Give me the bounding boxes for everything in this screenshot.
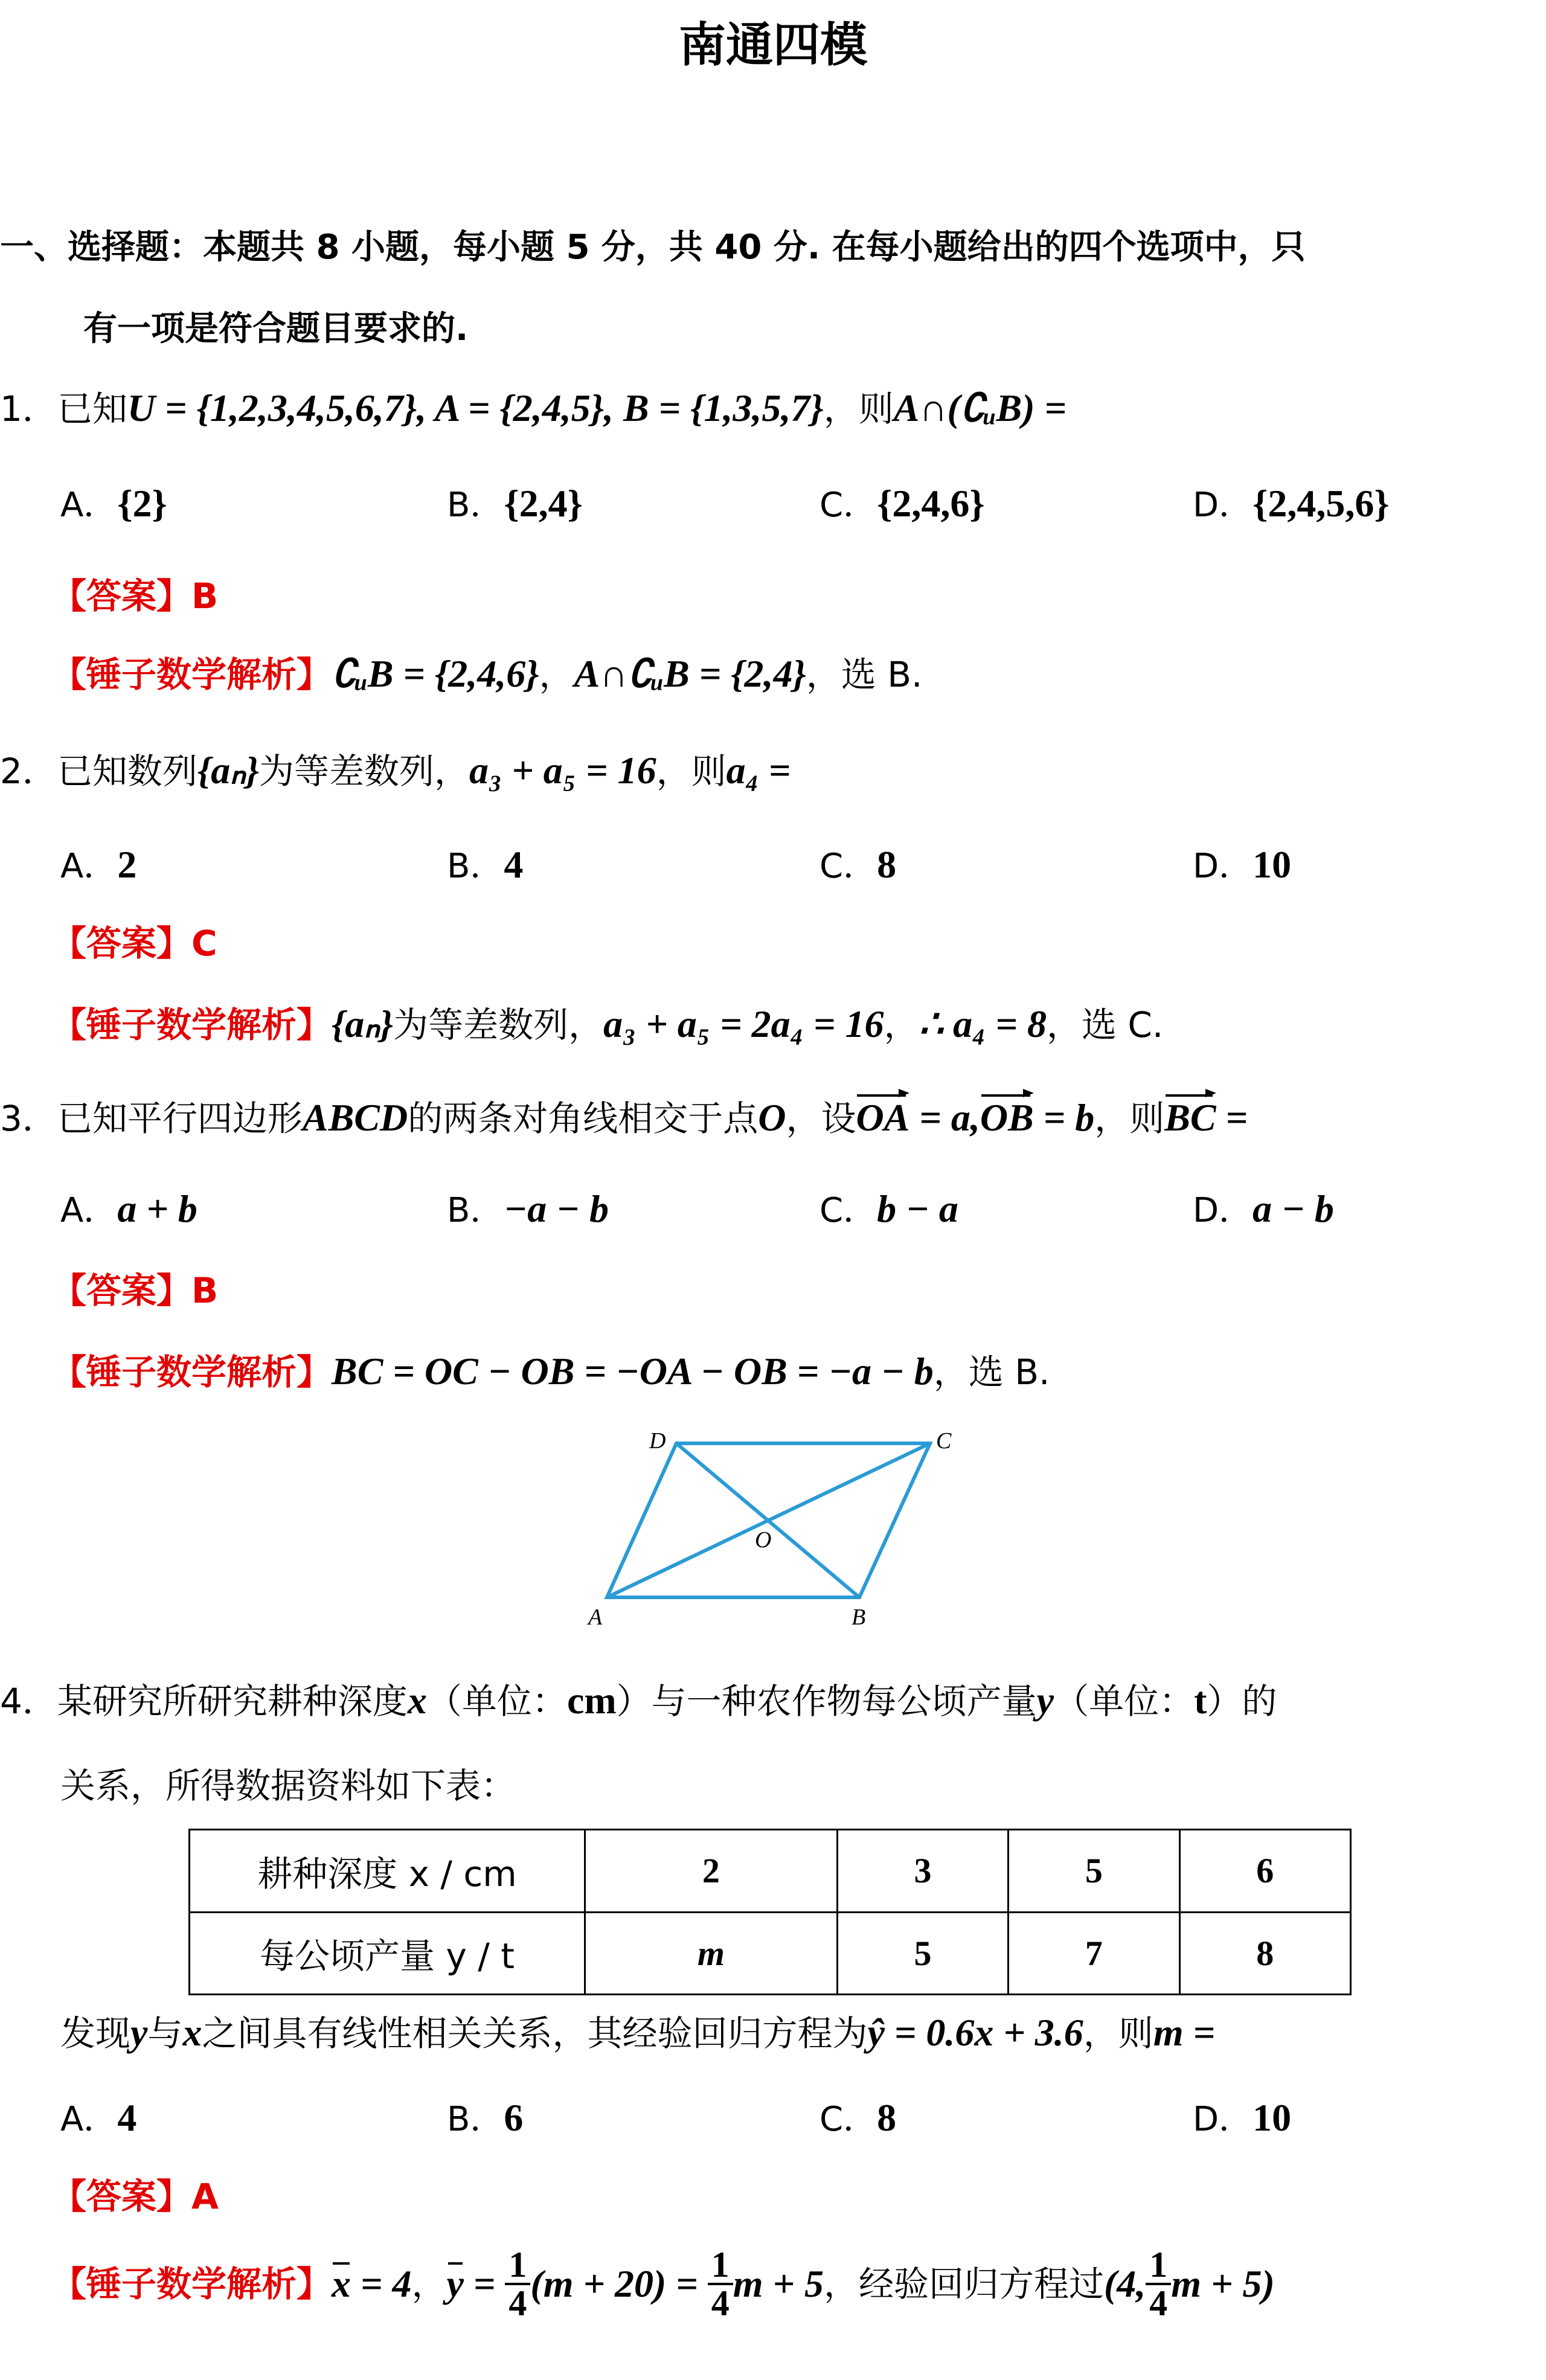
table-row (190, 1830, 1351, 1913)
diagonal-bd (676, 1443, 859, 1597)
table-cell: 5 (837, 1912, 1008, 1995)
question-4-line3: 发现y与x之间具有线性相关关系，其经验回归方程为ŷ = 0.6x + 3.6，则m = (60, 2011, 1216, 2054)
table-header: 每公顷产量 y / t (190, 1912, 585, 1995)
answer-line: 【答案】B (51, 1270, 219, 1311)
option-b[interactable]: B．{2,4} (447, 482, 583, 525)
answer-line: 【答案】B (51, 576, 219, 617)
answer-value: B (191, 1270, 219, 1311)
vertex-label-a: A (588, 1605, 603, 1630)
analysis-line: 【锤子数学解析】∁ᵤB = {2,4,6}，A∩∁ᵤB = {2,4}，选 B. (51, 652, 923, 695)
table-cell: 3 (837, 1830, 1008, 1913)
option-a[interactable]: A．{2} (60, 482, 167, 525)
vertex-label-c: C (936, 1428, 952, 1454)
option-d[interactable]: D．10 (1193, 843, 1292, 886)
option-d[interactable]: D．a − b (1193, 1187, 1334, 1230)
question-number: 3． (0, 1098, 57, 1139)
question-2: 2．已知数列{aₙ}为等差数列，a₃ + a₅ = 16，则a₄ = (0, 749, 791, 792)
math-expression: U = {1,2,3,4,5,6,7}, A = {2,4,5}, B = {1,3,5,7} (127, 387, 824, 429)
question-number: 4． (0, 1681, 57, 1722)
option-c[interactable]: C．8 (820, 2096, 897, 2139)
section-heading-cont: 有一项是符合题目要求的. (83, 309, 469, 348)
question-4-cont: 关系，所得数据资料如下表： (60, 1765, 516, 1806)
table-cell: m (585, 1912, 838, 1995)
answer-line: 【答案】A (51, 2176, 219, 2217)
answer-value: B (191, 576, 219, 617)
table-cell: 5 (1009, 1830, 1179, 1913)
vertex-label-b: B (852, 1605, 866, 1630)
table-header: 耕种深度 x / cm (190, 1830, 585, 1913)
option-b[interactable]: B．−a − b (447, 1187, 609, 1230)
center-label-o: O (755, 1527, 772, 1553)
section-heading: 一、选择题：本题共 8 小题，每小题 5 分，共 40 分. 在每小题给出的四个选项中，只 (0, 228, 1306, 267)
option-c[interactable]: C．{2,4,6} (820, 482, 985, 525)
fraction-quarter: $\frac{1}{4}$ (1146, 2247, 1171, 2321)
option-a[interactable]: A．a + b (60, 1187, 197, 1230)
table-cell: 7 (1009, 1912, 1179, 1995)
parallelogram-diagram (580, 1419, 978, 1637)
answer-value: C (191, 923, 217, 964)
question-number: 1． (0, 388, 57, 429)
option-b[interactable]: B．4 (447, 843, 524, 886)
question-3: 3．已知平行四边形ABCD的两条对角线相交于点O，设OA = a,OB = b，则BC = (0, 1096, 1248, 1139)
option-d[interactable]: D．{2,4,5,6} (1193, 482, 1390, 525)
math-expression: A∩(∁ᵤB) = (893, 387, 1066, 429)
option-c[interactable]: C．b − a (820, 1187, 958, 1230)
table-row (190, 1912, 1351, 1995)
analysis-line: 【锤子数学解析】x = 4，y = $\frac{1}{4}$ (m + 20) = $\frac{1}{4}$ m + 5，经验回归方程过(4, $\frac{1}{4}$ m + 5) (51, 2245, 1275, 2323)
table-cell: 2 (585, 1830, 838, 1913)
table-cell: 8 (1179, 1912, 1350, 1995)
option-b[interactable]: B．6 (447, 2096, 524, 2139)
answer-line: 【答案】C (51, 923, 217, 964)
analysis-line: 【锤子数学解析】{aₙ}为等差数列，a₃ + a₅ = 2a₄ = 16，∴ a₄ = 8，选 C. (51, 1002, 1164, 1045)
question-4: 4．某研究所研究耕种深度x（单位：cm）与一种农作物每公顷产量y（单位：t）的 (0, 1679, 1277, 1722)
fraction-quarter: $\frac{1}{4}$ (505, 2247, 530, 2321)
option-c[interactable]: C．8 (820, 843, 897, 886)
option-a[interactable]: A．4 (60, 2096, 137, 2139)
page-title: 南通四模 (678, 18, 867, 72)
analysis-line: 【锤子数学解析】BC = OC − OB = −OA − OB = −a − b，选 B. (51, 1350, 1050, 1393)
answer-value: A (191, 2176, 219, 2217)
question-1: 1．已知U = {1,2,3,4,5,6,7}, A = {2,4,5}, B = {1,3,5,7}，则A∩(∁ᵤB) = (0, 387, 1066, 429)
vertex-label-d: D (649, 1428, 666, 1454)
table-cell: 6 (1179, 1830, 1350, 1913)
option-d[interactable]: D．10 (1193, 2096, 1292, 2139)
data-table (188, 1829, 1352, 1995)
fraction-quarter: $\frac{1}{4}$ (708, 2247, 733, 2321)
option-a[interactable]: A．2 (60, 843, 137, 886)
question-number: 2． (0, 751, 57, 792)
